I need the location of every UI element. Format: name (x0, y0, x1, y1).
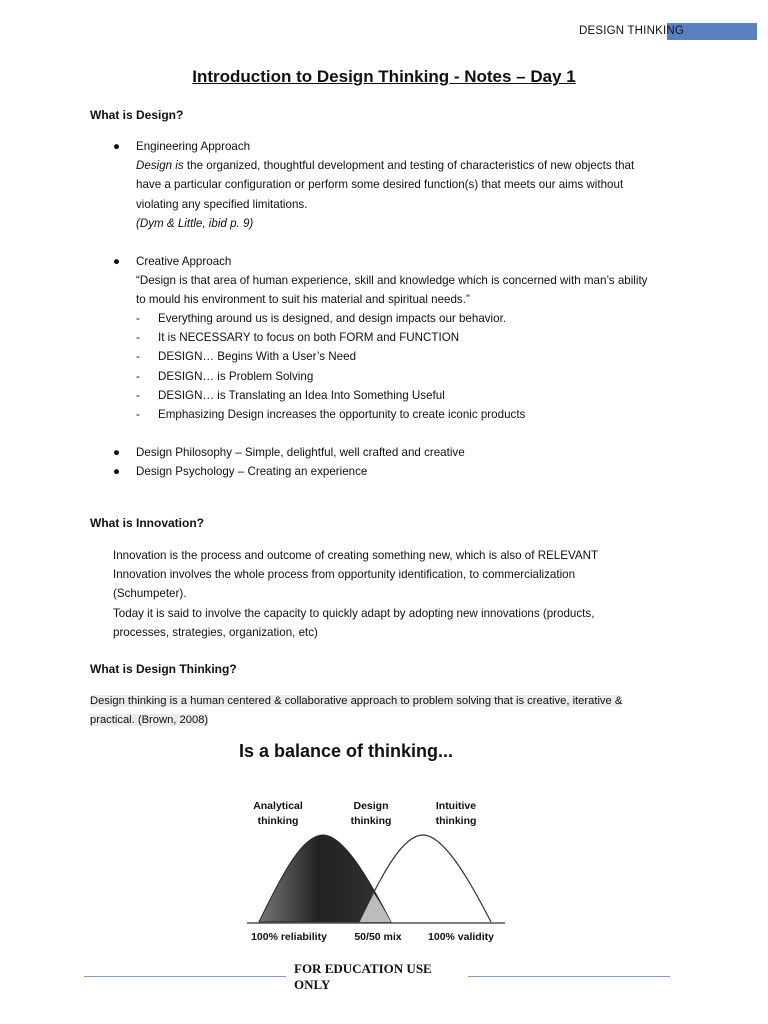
bottom-left-label: 100% reliability (251, 931, 327, 943)
innovation-line: (Schumpeter). (113, 587, 187, 601)
innovation-paragraph (113, 546, 713, 642)
dash-icon: - (136, 388, 140, 402)
footer-line2: ONLY (294, 977, 331, 992)
engineering-def-line1 (136, 156, 716, 175)
list-item (136, 328, 736, 347)
dash-icon: - (136, 312, 140, 325)
dash-icon: - (136, 350, 140, 364)
bottom-mid-label: 50/50 mix (354, 931, 402, 943)
list-item (136, 405, 736, 424)
label-analytical-line2: thinking (257, 815, 299, 827)
engineering-citation (136, 214, 716, 233)
dash-icon: - (136, 369, 140, 383)
definition-line2: practical. (Brown, 2008) (90, 714, 209, 727)
footer-rule-right (468, 976, 670, 977)
design-thinking-definition (90, 692, 730, 730)
engineering-approach-block (136, 137, 716, 233)
footer-rule-left (84, 976, 286, 977)
label-intuitive (423, 799, 489, 829)
point-text: DESIGN… is Problem Solving (158, 369, 314, 383)
innovation-line: Today it is said to involve the capacity to quickly adapt by adopting new innovations (products, (113, 606, 595, 620)
innovation-line: Innovation involves the whole process from opportunity identification, to commercialization (113, 568, 576, 582)
curves-graphic (233, 827, 533, 927)
creative-quote-line1: “Design is that area of human experience, skill and knowledge which is concerned with man’s ability (136, 274, 648, 288)
innovation-line: processes, strategies, organization, etc) (113, 625, 318, 639)
dash-icon: - (136, 408, 140, 422)
list-item (136, 386, 736, 405)
point-text: It is NECESSARY to focus on both FORM and FUNCTION (158, 331, 460, 345)
creative-approach-block (136, 252, 736, 310)
footer-notice (294, 961, 454, 993)
creative-label: Creative Approach (136, 255, 232, 268)
design-philosophy: Design Philosophy – Simple, delightful, well crafted and creative (136, 446, 465, 459)
engineering-def-line2: have a particular configuration or perform some desired function(s) that meets our aims without (136, 178, 624, 192)
engineering-def-line3: violating any specified limitations. (136, 197, 308, 211)
engineering-def-lead: Design is (136, 159, 184, 173)
point-text: DESIGN… Begins With a User’s Need (158, 350, 357, 364)
bullet-icon: ● (113, 140, 121, 153)
creative-points-list (136, 309, 736, 424)
innovation-line: Innovation is the process and outcome of creating something new, which is also of RELEVANT (113, 549, 599, 562)
bottom-right-label: 100% validity (428, 931, 494, 943)
balance-of-thinking-figure (233, 737, 533, 949)
footer-line1: FOR EDUCATION USE (294, 961, 432, 976)
bullet-icon: ● (113, 446, 121, 459)
design-psychology: Design Psychology – Creating an experience (136, 465, 368, 478)
label-design (341, 799, 401, 829)
point-text: Everything around us is designed, and design impacts our behavior. (158, 312, 507, 325)
bullet-icon: ● (113, 255, 121, 268)
label-design-line2: thinking (350, 815, 392, 827)
creative-quote-line2: to mould his environment to suit his material and spiritual needs.” (136, 293, 470, 307)
definition-line1: Design thinking is a human centered & collaborative approach to problem solving that is creative, iterative & (90, 695, 623, 707)
design-thinking-heading: What is Design Thinking? (90, 662, 237, 676)
label-intuitive-line1: Intuitive (435, 800, 477, 812)
citation-text: (Dym & Little, ibid p. 9) (136, 216, 254, 230)
dash-icon: - (136, 331, 140, 345)
list-item (136, 347, 736, 366)
engineering-label: Engineering Approach (136, 140, 251, 153)
label-intuitive-line2: thinking (435, 815, 477, 827)
point-text: Emphasizing Design increases the opportunity to create iconic products (158, 408, 526, 422)
page-title: Introduction to Design Thinking - Notes – Day 1 (192, 67, 576, 86)
list-item (136, 367, 736, 386)
list-item (136, 309, 736, 328)
label-analytical-line1: Analytical (253, 800, 303, 812)
running-header: DESIGN THINKING (578, 25, 684, 37)
label-design-line1: Design (353, 800, 389, 812)
design-heading: What is Design? (90, 108, 184, 122)
figure-title: Is a balance of thinking... (239, 741, 454, 761)
bullet-icon: ● (113, 465, 121, 478)
innovation-heading: What is Innovation? (90, 516, 204, 530)
point-text: DESIGN… is Translating an Idea Into Something Useful (158, 388, 445, 402)
label-analytical (245, 799, 311, 829)
engineering-def-text1: the organized, thoughtful development and testing of characteristics of new objects that (183, 159, 635, 173)
